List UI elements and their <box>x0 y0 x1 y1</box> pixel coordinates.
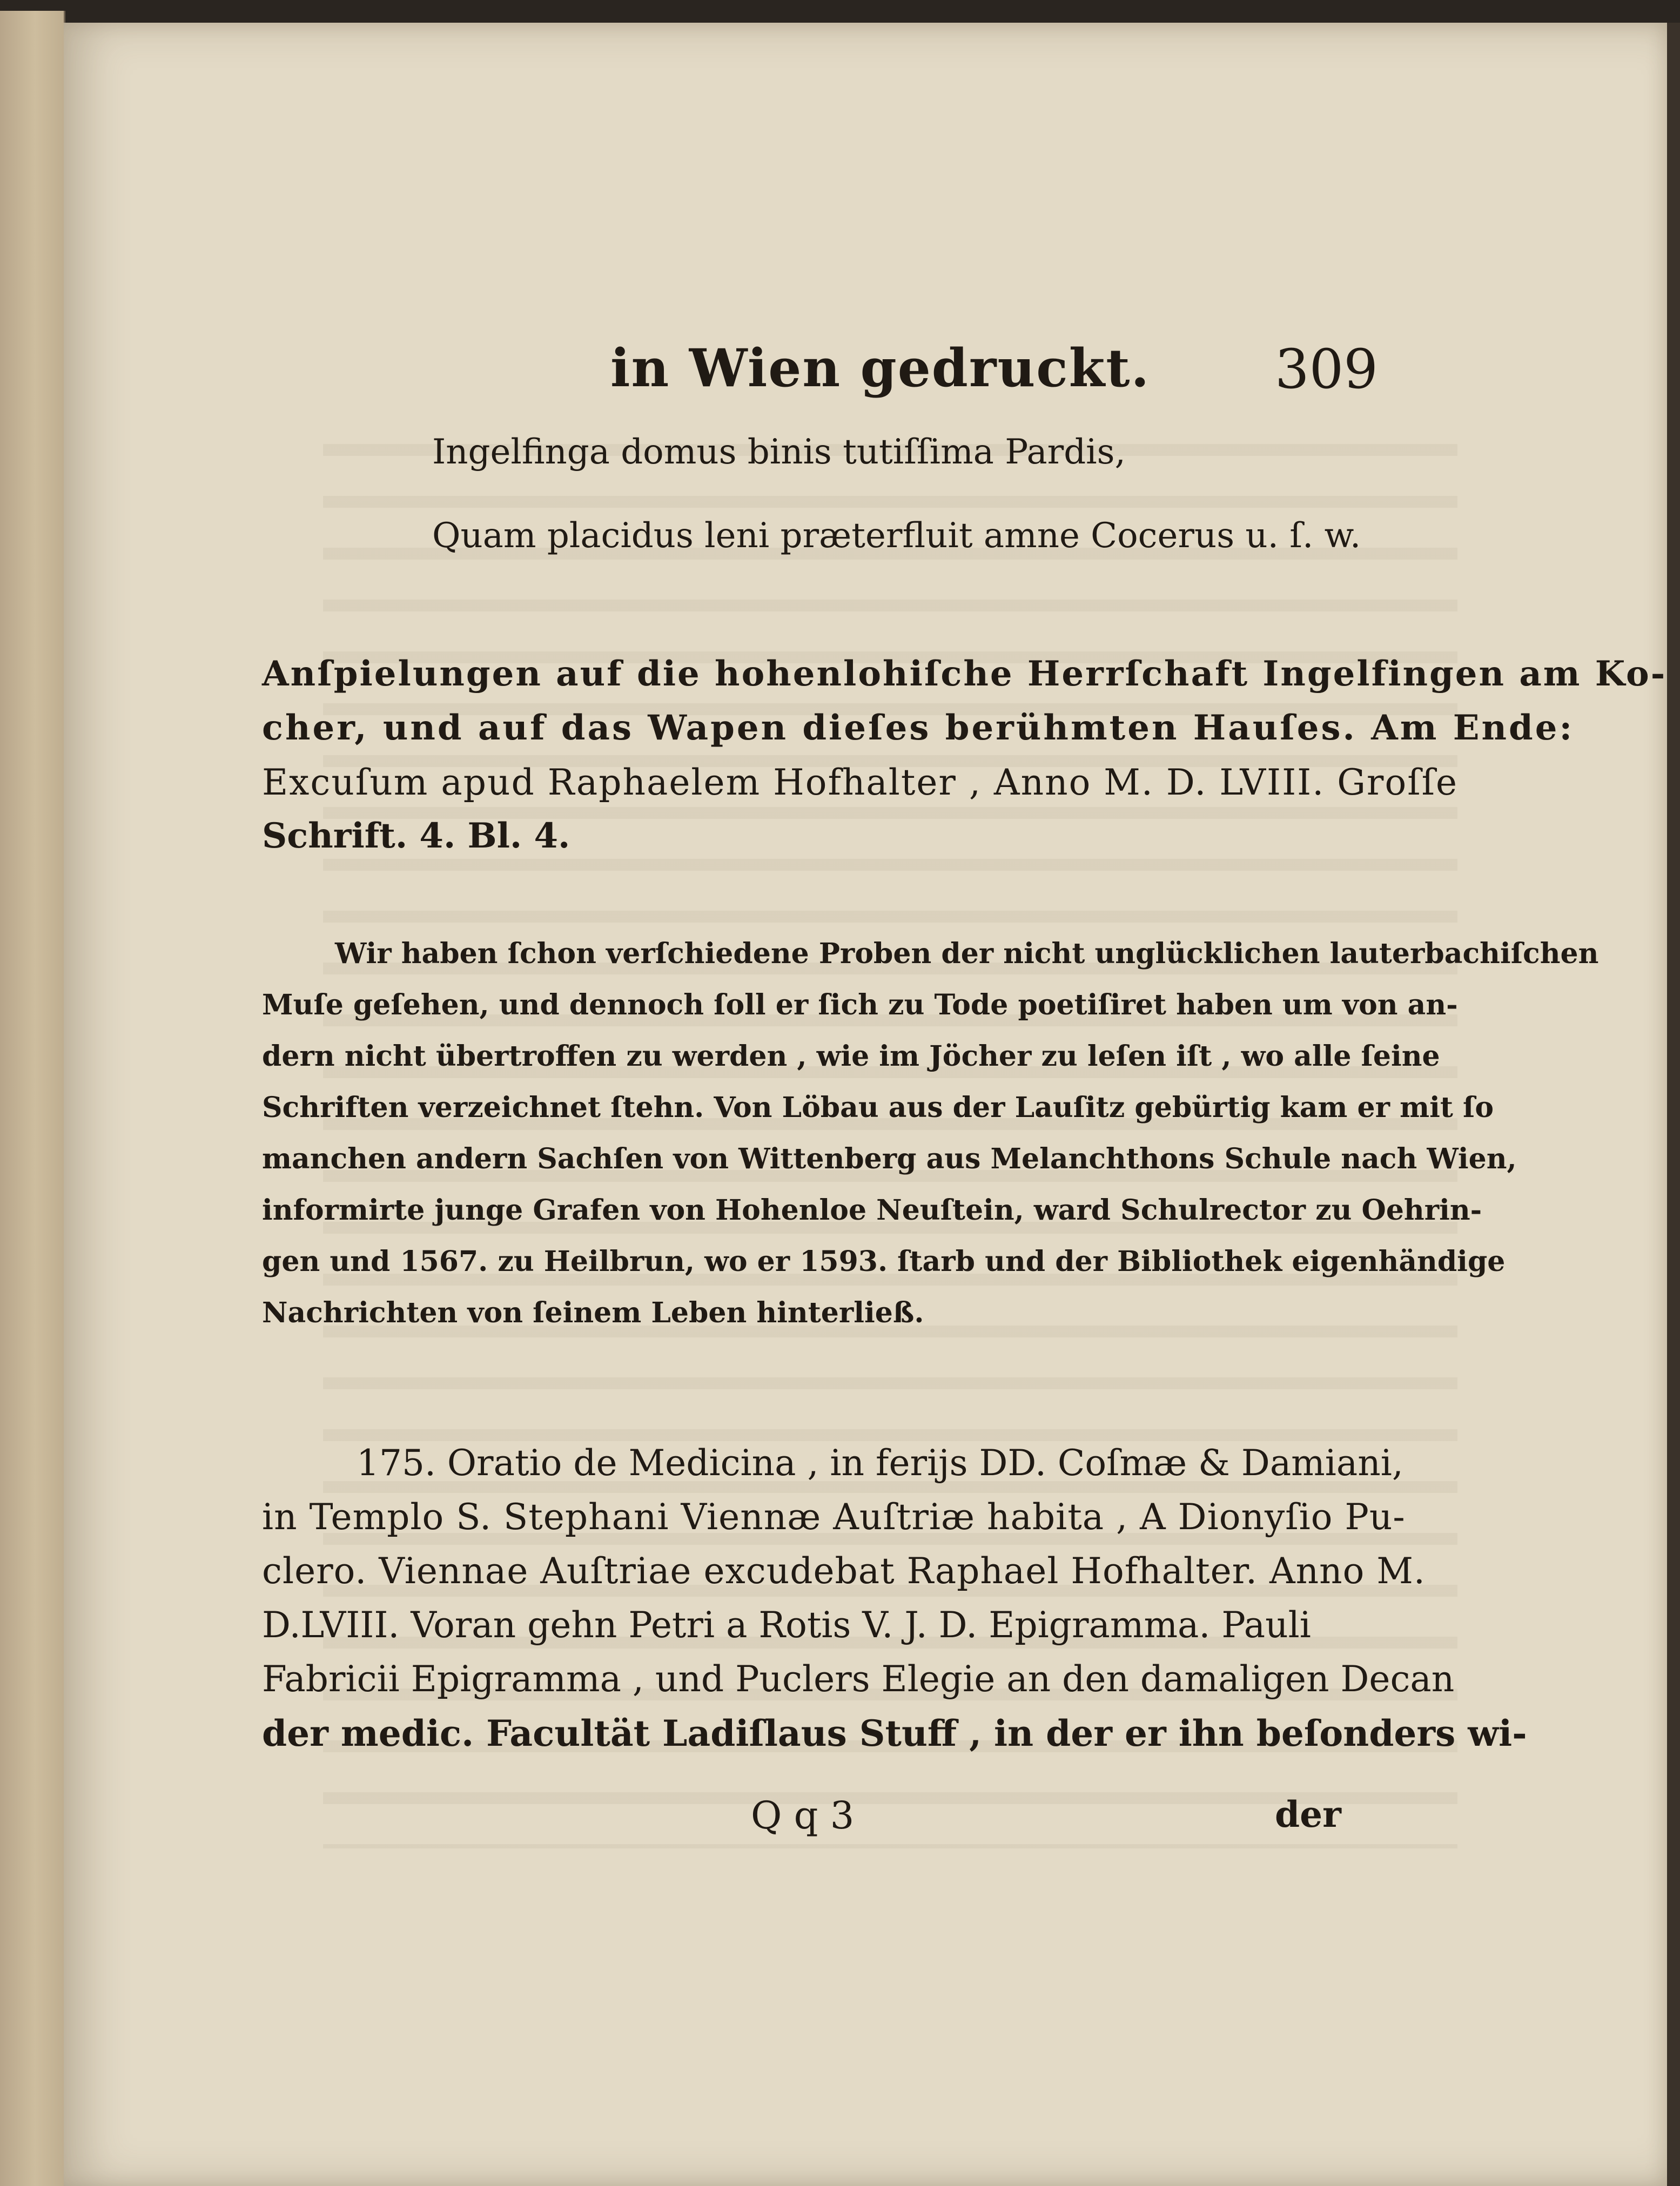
description-line: Schrift. 4. Bl. 4. <box>262 816 570 856</box>
commentary-line: Nachrichten von ſeinem Leben hinterließ. <box>262 1296 924 1329</box>
commentary-line: gen und 1567. zu Heilbrun, wo er 1593. ſtarb und der Bibliothek eigenhändige <box>262 1245 1506 1278</box>
entry-line: clero. Viennae Auſtriae excudebat Raphael Hofhalter. Anno M. <box>262 1550 1426 1592</box>
commentary-line: dern nicht übertroffen zu werden , wie im Jöcher zu leſen iſt , wo alle ſeine <box>262 1040 1440 1073</box>
entry-line: der medic. Facultät Ladiſlaus Stuff , in der er ihn beſonders wi- <box>262 1712 1527 1754</box>
entry-line: Fabricii Epigramma , und Puclers Elegie an den damaligen Decan <box>262 1658 1455 1700</box>
verse-line-1: Ingelfinga domus binis tutiſſima Pardis, <box>432 432 1126 472</box>
previous-page-edge <box>0 11 65 2186</box>
page-number: 309 <box>1275 338 1378 401</box>
commentary-line: Wir haben ſchon verſchiedene Proben der nicht unglücklichen lauterbachiſchen <box>335 937 1599 970</box>
commentary-line: manchen andern Sachſen von Wittenberg aus Melanchthons Schule nach Wien, <box>262 1142 1517 1175</box>
running-head: in Wien gedruckt. <box>610 338 1151 399</box>
description-line: Excuſum apud Raphaelem Hofhalter , Anno M. D. LVIII. Groſſe <box>262 762 1459 803</box>
entry-line: 175. Oratio de Medicina , in ferijs DD. Coſmæ & Damiani, <box>357 1442 1403 1484</box>
commentary-line: Schriften verzeichnet ſtehn. Von Löbau aus der Lauſitz gebürtig kam er mit ſo <box>262 1091 1494 1124</box>
description-line: Anſpielungen auf die hohenlohiſche Herrſchaft Ingelfingen am Ko- <box>262 654 1667 694</box>
description-line: cher, und auf das Wapen dieſes berühmten Hauſes. Am Ende: <box>262 708 1575 748</box>
catchword: der <box>1275 1793 1341 1835</box>
entry-line: in Templo S. Stephani Viennæ Auſtriæ habita , A Dionyſio Pu- <box>262 1496 1406 1538</box>
verse-line-2: Quam placidus leni præterfluit amne Cocerus u. ſ. w. <box>432 516 1361 556</box>
commentary-line: informirte junge Grafen von Hohenloe Neuſtein, ward Schulrector zu Oehrin- <box>262 1194 1482 1227</box>
page-right-edge <box>1667 23 1680 2186</box>
commentary-line: Muſe geſehen, und dennoch ſoll er ſich zu Tode poetiſiret haben um von an- <box>262 988 1458 1021</box>
signature-mark: Q q 3 <box>751 1793 855 1838</box>
entry-line: D.LVIII. Voran gehn Petri a Rotis V. J. D. Epigramma. Pauli <box>262 1604 1311 1646</box>
